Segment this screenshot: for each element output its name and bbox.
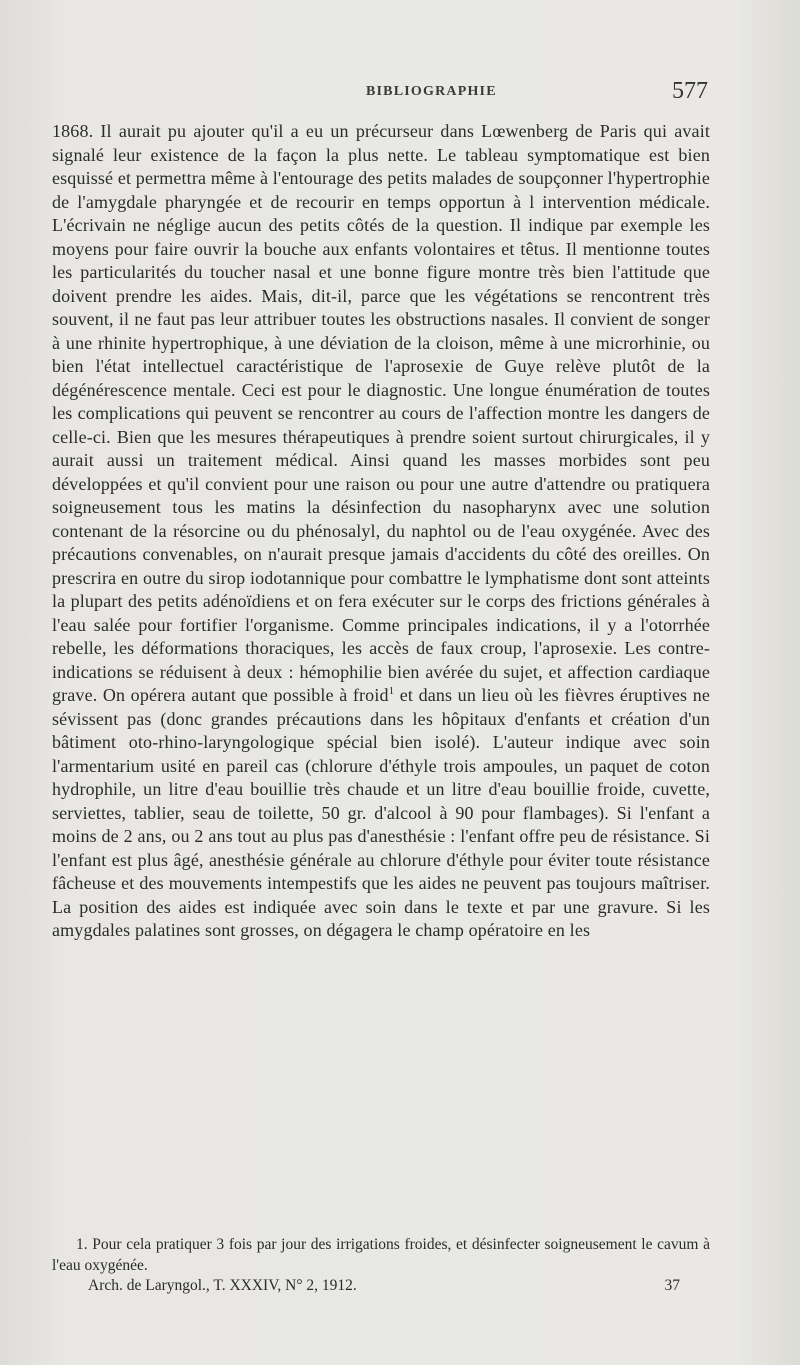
footnote-marker: 1 xyxy=(388,685,395,697)
footnote xyxy=(52,1234,710,1276)
journal-reference: Arch. de Laryngol., T. XXXIV, N° 2, 1912. xyxy=(88,1277,357,1294)
paragraph-part-1: 1868. Il aurait pu ajouter qu'il a eu un précurseur dans Lœwenberg de Paris qui avait signalé leur existence de la façon la plus nette. Le tableau symptomatique est bien esquissé et permettra même à l'entourage des petits malades de soupçonner l'hypertrophie de l'amygdale pharyngée et de recourir en temps opportun à l intervention médicale. L'écrivain ne néglige aucun des petits côtés de la question. Il indique par exemple les moyens pour faire ouvrir la bouche aux enfants volontaires et têtus. Il mentionne toutes les particularités du toucher nasal et une bonne figure montre très bien l'attitude que doivent prendre les aides. Mais, dit-il, parce que les végétations se rencontrent très souvent, il ne faut pas leur attribuer toutes les obstructions nasales. Il convient de songer à une rhinite hypertrophique, à une déviation de la cloison, même à une microrhinie, ou bien l'état intellectuel caractéristique de l'aprosexie de Guye relève plutôt de la dégénérescence mentale. Ceci est pour le diagnostic. Une longue énumération de toutes les complications qui peuvent se rencontrer au cours de l'affection montre les dangers de celle-ci. Bien que les mesures thérapeutiques à prendre soient surtout chirurgicales, il y aurait aussi un traitement médical. Ainsi quand les masses morbides sont peu développées et qu'il convient pour une raison ou pour une autre d'attendre ou pratiquera soigneusement tous les matins la désinfection du nasopharynx avec une solution contenant de la résorcine ou du phénosalyl, du naphtol ou de l'eau oxygénée. Avec des précautions convenables, on n'aurait presque jamais d'accidents du côté des oreilles. On prescrira en outre du sirop iodotannique pour combattre le lymphatisme dont sont atteints la plupart des petits adénoïdiens et on fera exécuter sur le corps des frictions générales à l'eau salée pour fortifier l'organisme. Comme principales indications, il y a l'otorrhée rebelle, les déformations thoraciques, les accès de faux croup, l'aprosexie. Les contre-indications se réduisent à deux : hémophilie bien avérée du sujet, et affection cardiaque grave. On opérera autant que possible à froid xyxy=(52,121,710,705)
body-text xyxy=(52,120,710,943)
page-footer xyxy=(88,1277,710,1299)
body-paragraph xyxy=(52,120,710,943)
sheet-number: 37 xyxy=(664,1277,680,1294)
running-title: BIBLIOGRAPHIE xyxy=(366,84,497,99)
footnote-text: Pour cela pratiquer 3 fois par jour des irrigations froides, et désinfecter soigneusement le cavum à l'eau oxygénée. xyxy=(52,1236,710,1274)
page-number: 577 xyxy=(672,78,708,104)
page-header xyxy=(48,80,708,110)
paragraph-part-2: et dans un lieu où les fièvres éruptives ne sévissent pas (donc grandes précautions dans les hôpitaux d'enfants et création d'un bâtiment oto-rhino-laryngologique spécial bien isolé). L'auteur indique avec soin l'armentarium usité en pareil cas (chlorure d'éthyle trois ampoules, un paquet de coton hydrophile, un litre d'eau bouillie très chaude et un litre d'eau bouillie froide, cuvette, serviettes, tablier, seau de toilette, 50 gr. d'alcool à 90 pour flambages). Si l'enfant a moins de 2 ans, ou 2 ans tout au plus pas d'anesthésie : l'enfant offre peu de résistance. Si l'enfant est plus âgé, anesthésie générale au chlorure d'éthyle pour éviter toute résistance fâcheuse et des mouvements intempestifs que les aides ne peuvent pas toujours maîtriser. La position des aides est indiquée avec soin dans le texte et par une gravure. Si les amygdales palatines sont grosses, on dégagera le champ opératoire en les xyxy=(52,685,710,940)
footnote-number: 1. xyxy=(76,1236,88,1253)
